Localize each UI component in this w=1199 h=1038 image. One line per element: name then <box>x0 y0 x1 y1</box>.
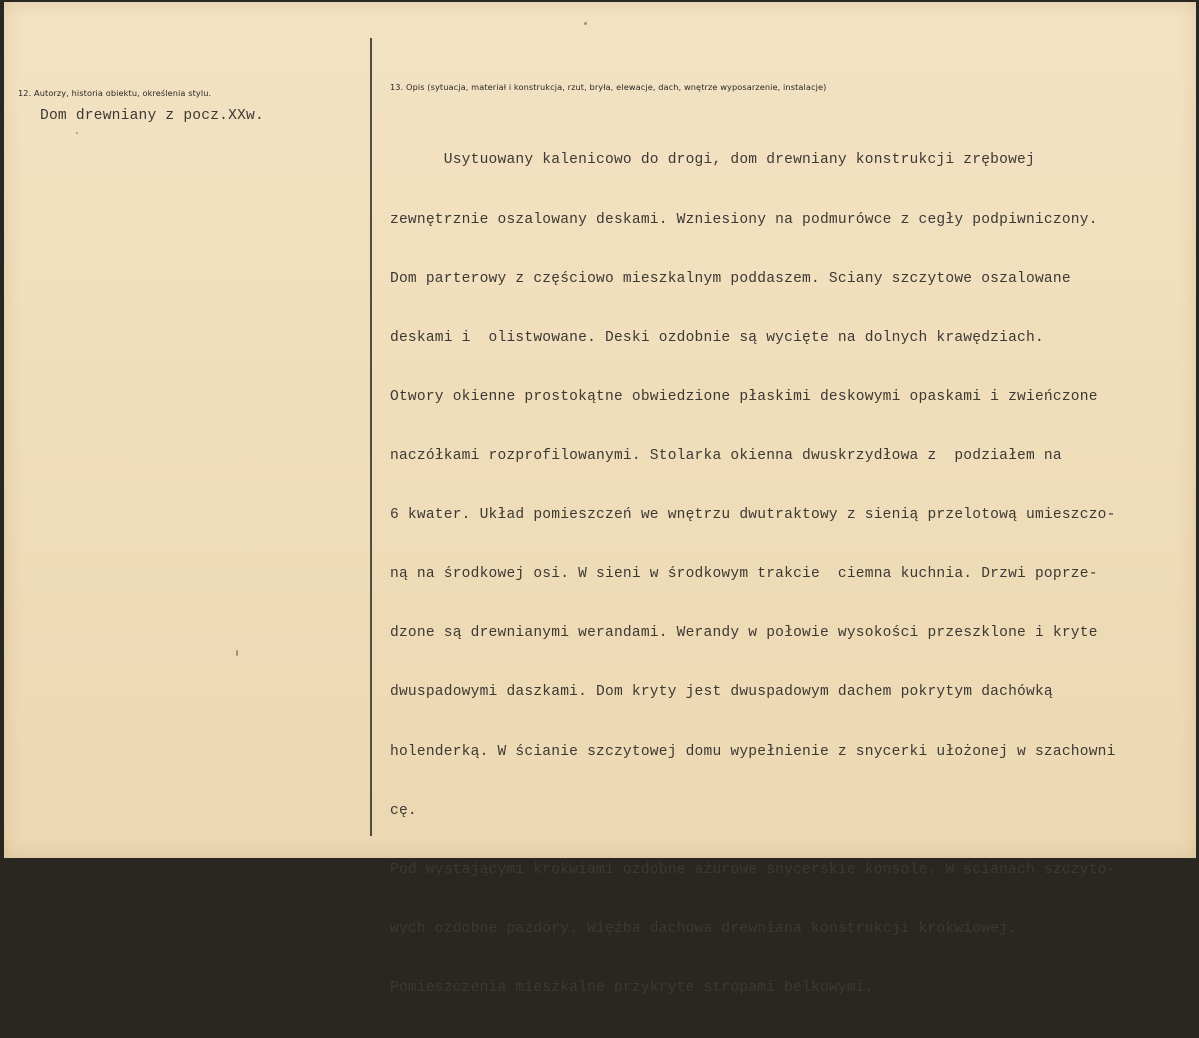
paper-speck <box>584 22 587 25</box>
description-line: deskami i olistwowane. Deski ozdobnie są wycięte na dolnych krawędziach. <box>390 329 1044 346</box>
description-line: ną na środkowej osi. W sieni w środkowym trakcie ciemna kuchnia. Drzwi poprze- <box>390 566 1098 583</box>
description-line: 6 kwater. Układ pomieszczeń we wnętrzu dwutraktowy z sienią przelotową umieszczo- <box>390 507 1116 524</box>
paper-speck <box>236 650 238 656</box>
description-line: Pod wystającymi krokwiami ozdobne ażurowe snycerskie konsole. W ścianach szczyto- <box>390 861 1116 878</box>
description-line: Dom parterowy z częściowo mieszkalnym poddaszem. Sciany szczytowe oszalowane <box>390 270 1071 287</box>
field-13-description <box>390 112 1190 1038</box>
form-sheet <box>4 2 1196 996</box>
field-13-label: 13. Opis (sytuacja, materiał i konstrukcja, rzut, bryła, elewacje, dach, wnętrze wyposarzenie, instalacje) <box>390 82 827 92</box>
description-line: dwuspadowymi daszkami. Dom kryty jest dwuspadowym dachem pokrytym dachówką <box>390 684 1053 701</box>
description-line: holenderką. W ścianie szczytowej domu wypełnienie z snycerki ułożonej w szachowni <box>390 743 1116 760</box>
field-13 <box>390 82 1190 1038</box>
description-line: cę. <box>390 802 417 819</box>
description-line: Usytuowany kalenicowo do drogi, dom drewniany konstrukcji zrębowej <box>390 152 1035 169</box>
field-12-label: 12. Autorzy, historia obiektu, określenia stylu. <box>18 88 212 98</box>
description-line: Pomieszczenia mieszkalne przykryte stropami belkowymi. <box>390 979 874 996</box>
field-12 <box>18 88 358 124</box>
paper-speck <box>76 132 78 134</box>
description-line: wych ozdobne pazdóry. Więźba dachowa drewniana konstrukcji krokwiowej. <box>390 920 1018 937</box>
field-12-value: Dom drewniany z pocz.XXw. <box>40 108 264 124</box>
description-line: Otwory okienne prostokątne obwiedzione płaskimi deskowymi opaskami i zwieńczone <box>390 388 1098 405</box>
description-line: dzone są drewnianymi werandami. Werandy w połowie wysokości przeszklone i kryte <box>390 625 1098 642</box>
column-divider <box>370 38 372 836</box>
description-line: naczółkami rozprofilowanymi. Stolarka okienna dwuskrzydłowa z podziałem na <box>390 447 1062 464</box>
description-line: zewnętrznie oszalowany deskami. Wzniesiony na podmurówce z cegły podpiwniczony. <box>390 211 1098 228</box>
